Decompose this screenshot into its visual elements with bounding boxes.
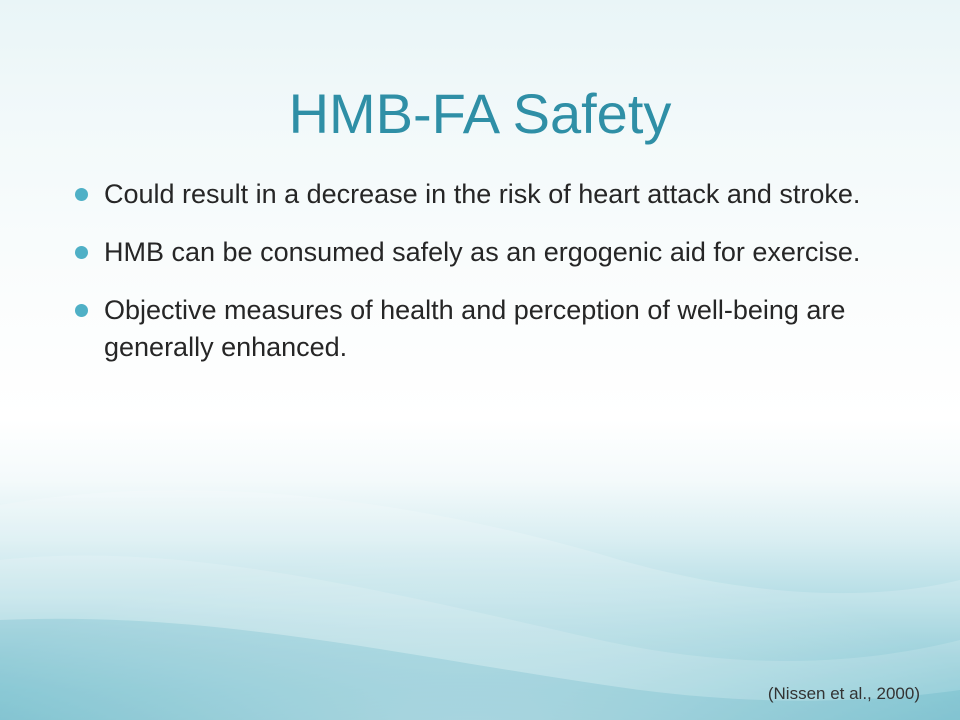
bullet-item bbox=[72, 176, 872, 213]
bullet-text: HMB can be consumed safely as an ergogenic aid for exercise. bbox=[104, 237, 861, 267]
bullet-marker-icon bbox=[75, 188, 88, 201]
bullet-text: Objective measures of health and perception of well-being are generally enhanced. bbox=[104, 295, 846, 362]
citation: (Nissen et al., 2000) bbox=[767, 684, 920, 703]
bullet-marker-icon bbox=[75, 304, 88, 317]
slide-title: HMB-FA Safety bbox=[288, 82, 672, 145]
bullet-text: Could result in a decrease in the risk of heart attack and stroke. bbox=[104, 179, 861, 209]
bullet-item bbox=[72, 292, 872, 366]
bullet-list bbox=[72, 176, 872, 387]
bullet-item bbox=[72, 234, 872, 271]
bullet-marker-icon bbox=[75, 246, 88, 259]
